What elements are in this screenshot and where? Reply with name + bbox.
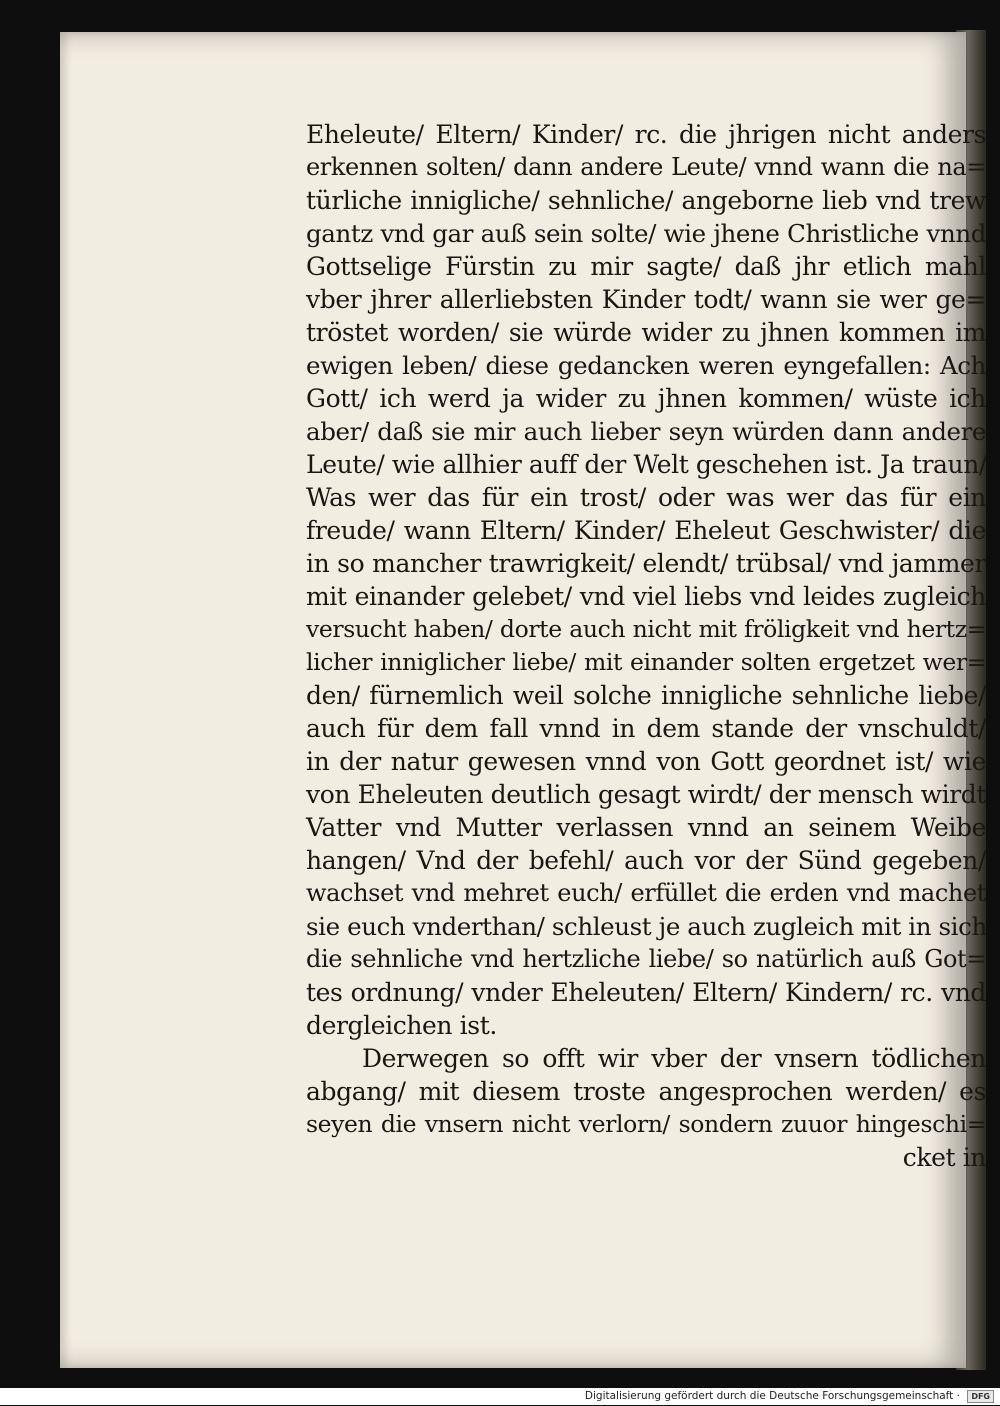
text-line: gantz vnd gar auß sein solte/ wie jhene Christliche vnnd bbox=[306, 219, 986, 248]
text-line: Eheleute/ Eltern/ Kinder/ rc. die jhrigen nicht anders bbox=[306, 120, 986, 149]
text-line: in so mancher trawrigkeit/ elendt/ trübsal/ vnd jammer bbox=[306, 549, 986, 578]
text-line: Was wer das für ein trost/ oder was wer das für ein bbox=[306, 483, 986, 512]
footer-credit: Digitalisierung gefördert durch die Deutsche Forschungsgemeinschaft bbox=[584, 1390, 954, 1402]
text-line: sie euch vnderthan/ schleust je auch zugleich mit in sich bbox=[306, 912, 987, 941]
text-line: Vatter vnd Mutter verlassen vnnd an seinem Weibe bbox=[306, 813, 986, 842]
text-line: hangen/ Vnd der befehl/ auch vor der Sünd gegeben/ bbox=[306, 846, 986, 875]
text-line: auch für dem fall vnnd in dem stande der vnschuldt/ bbox=[306, 714, 986, 743]
text-line: licher inniglicher liebe/ mit einander solten ergetzet wer= bbox=[306, 648, 986, 676]
text-line: seyen die vnsern nicht verlorn/ sondern zuuor hingeschi= bbox=[306, 1110, 986, 1138]
text-line: Gottselige Fürstin zu mir sagte/ daß jhr etlich mahl bbox=[306, 252, 986, 281]
text-line: vber jhrer allerliebsten Kinder todt/ wann sie wer ge= bbox=[306, 285, 986, 314]
text-line: abgang/ mit diesem troste angesprochen werden/ es bbox=[306, 1077, 986, 1106]
page-text bbox=[306, 118, 986, 1174]
text-line: mit einander gelebet/ vnd viel liebs vnd leides zugleich bbox=[306, 582, 986, 611]
text-line: tes ordnung/ vnder Eheleuten/ Eltern/ Kindern/ rc. vnd bbox=[306, 978, 986, 1007]
text-line: Gott/ ich werd ja wider zu jhnen kommen/ wüste ich bbox=[306, 384, 986, 413]
text-line: versucht haben/ dorte auch nicht mit fröligkeit vnd hertz= bbox=[306, 615, 986, 643]
text-line: dergleichen ist. bbox=[306, 1011, 497, 1040]
catchword: cket in bbox=[902, 1143, 986, 1172]
book-page bbox=[60, 32, 987, 1368]
footer-separator: · bbox=[956, 1390, 960, 1402]
text-line: türliche innigliche/ sehnliche/ angeborne lieb vnd trew bbox=[306, 186, 986, 215]
text-line: aber/ daß sie mir auch lieber seyn würden dann andere bbox=[306, 417, 986, 446]
text-line: tröstet worden/ sie würde wider zu jhnen kommen im bbox=[306, 318, 986, 347]
text-line: in der natur gewesen vnnd von Gott geordnet ist/ wie bbox=[306, 747, 986, 776]
text-line: wachset vnd mehret euch/ erfüllet die erden vnd machet bbox=[306, 879, 986, 907]
digitization-footer bbox=[0, 1388, 1000, 1405]
text-line: freude/ wann Eltern/ Kinder/ Eheleut Geschwister/ die bbox=[306, 516, 986, 545]
dfg-logo-icon: DFG bbox=[967, 1390, 994, 1403]
text-line: Leute/ wie allhier auff der Welt geschehen ist. Ja traun/ bbox=[306, 450, 987, 479]
text-line: die sehnliche vnd hertzliche liebe/ so natürlich auß Got= bbox=[306, 945, 986, 973]
text-line: den/ fürnemlich weil solche innigliche sehnliche liebe/ bbox=[306, 681, 986, 710]
text-line: von Eheleuten deutlich gesagt wirdt/ der mensch wirdt bbox=[306, 780, 986, 809]
text-line: erkennen solten/ dann andere Leute/ vnnd wann die na= bbox=[306, 153, 986, 181]
text-line: Derwegen so offt wir vber der vnsern tödlichen bbox=[362, 1044, 986, 1073]
text-line: ewigen leben/ diese gedancken weren eyngefallen: Ach bbox=[306, 351, 986, 380]
